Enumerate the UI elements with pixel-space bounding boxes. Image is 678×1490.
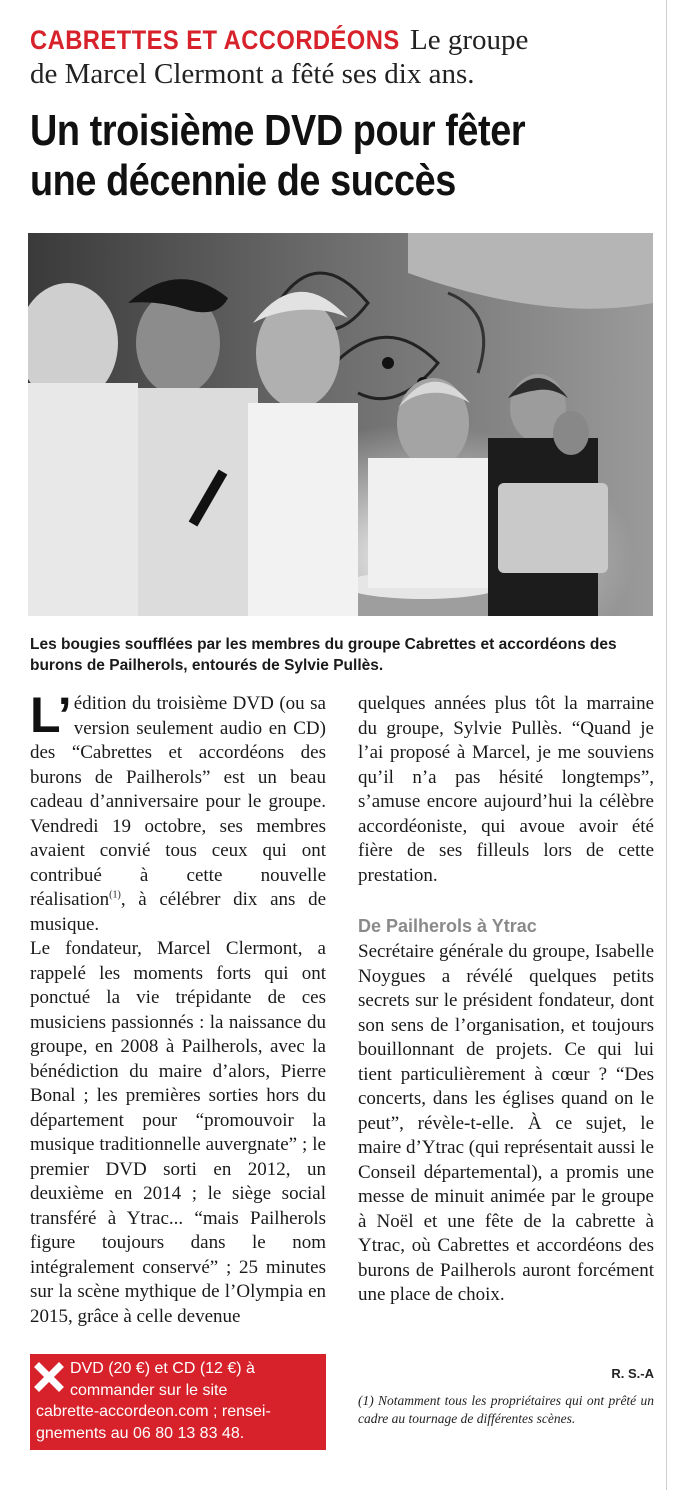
article-column-right (358, 692, 654, 888)
headline (30, 106, 580, 206)
info-box-text (36, 1358, 322, 1444)
dropcap: L’ (30, 687, 72, 743)
kicker-text: Le groupe (410, 24, 529, 56)
headline-line2: une décennie de succès (30, 156, 456, 205)
info-line-4: gnements au 06 80 13 83 48. (36, 1424, 245, 1442)
info-line-3: cabrette-accordeon.com ; rensei- (36, 1403, 271, 1420)
kicker-label: CABRETTES ET ACCORDÉONS (30, 25, 400, 55)
footnote-ref: (1) (109, 889, 121, 901)
paragraph-4: Secrétaire générale du groupe, Isabelle Noygues a révélé quelques petits secrets sur le président fondateur, dont son sens de l’organisation, et toujours bouillonnant de projets. Ce qui lui tient particulièrement à cœur ? “Des concerts, dans les églises quand on le peut”, révèle-t-elle. À ce sujet, le maire d’Ytrac (qui représentait aussi le Conseil départemental), a promis une messe de minuit animée par le groupe à Noël et une fête de la cabrette à Ytrac, où Cabrettes et accordéons des burons de Pailherols auront forcément une place de choix. (358, 941, 654, 1305)
paragraph-2: Le fondateur, Marcel Clermont, a rappelé les moments forts qui ont ponctué la vie trépidante de ces musiciens passionnés : la naissance du groupe, en 2008 à Pailherols, avec la bénédiction du maire d’alors, Pierre Bonal ; les premières sorties hors du département pour “promouvoir la musique traditionnelle auvergnate” ; le premier DVD sorti en 2012, un deuxième en 2014 ; le siège social transféré à Ytrac... “mais Pailherols figure toujours dans le nom intégralement conservé” ; 25 minutes sur la scène mythique de l’Olympia en 2015, grâce à celle devenue (30, 938, 326, 1327)
article-column-left (30, 687, 326, 1329)
article-column-right-2 (358, 940, 654, 1308)
paragraph-1b: , à célébrer dix ans de musique. (30, 889, 326, 935)
info-box (30, 1354, 326, 1450)
photo-illustration (28, 233, 653, 616)
photo-caption: Les bougies soufflées par les membres du groupe Cabrettes et accordéons des burons de Pailherols, entourés de Sylvie Pullès. (30, 636, 617, 674)
footnote: (1) Notamment tous les propriétaires qui ont prêté un cadre au tournage de différentes scènes. (358, 1393, 654, 1426)
paragraph-3: quelques années plus tôt la marraine du groupe, Sylvie Pullès. “Quand je l’ai proposé à Marcel, je me souviens qu’il n’a pas hésité longtemps”, s’amuse encore aujourd’hui la célèbre accordéoniste, qui avoue avoir été fière de ses filleuls lors de cette prestation. (358, 693, 654, 886)
section-subhead: De Pailherols à Ytrac (358, 916, 537, 936)
column-rule (666, 0, 667, 1490)
author-signature: R. S.-A (611, 1366, 654, 1381)
headline-line1: Un troisième DVD pour fêter (30, 106, 526, 155)
info-line-1: DVD (20 €) et CD (12 €) à (70, 1360, 255, 1377)
info-line-2: commander sur le site (70, 1381, 228, 1399)
article-photo (28, 233, 653, 616)
paragraph-1a: édition du troisième DVD (ou sa version seulement audio en CD) des “Cabrettes et accordéons des burons de Pailherols” est un beau cadeau d’anniversaire pour le groupe. Vendredi 19 octobre, ses membres avaient convié tous ceux qui ont contribué à cette nouvelle réalisation (30, 693, 326, 910)
kicker-text-line2: de Marcel Clermont a fêté ses dix ans. (30, 58, 475, 90)
kicker (30, 24, 660, 61)
